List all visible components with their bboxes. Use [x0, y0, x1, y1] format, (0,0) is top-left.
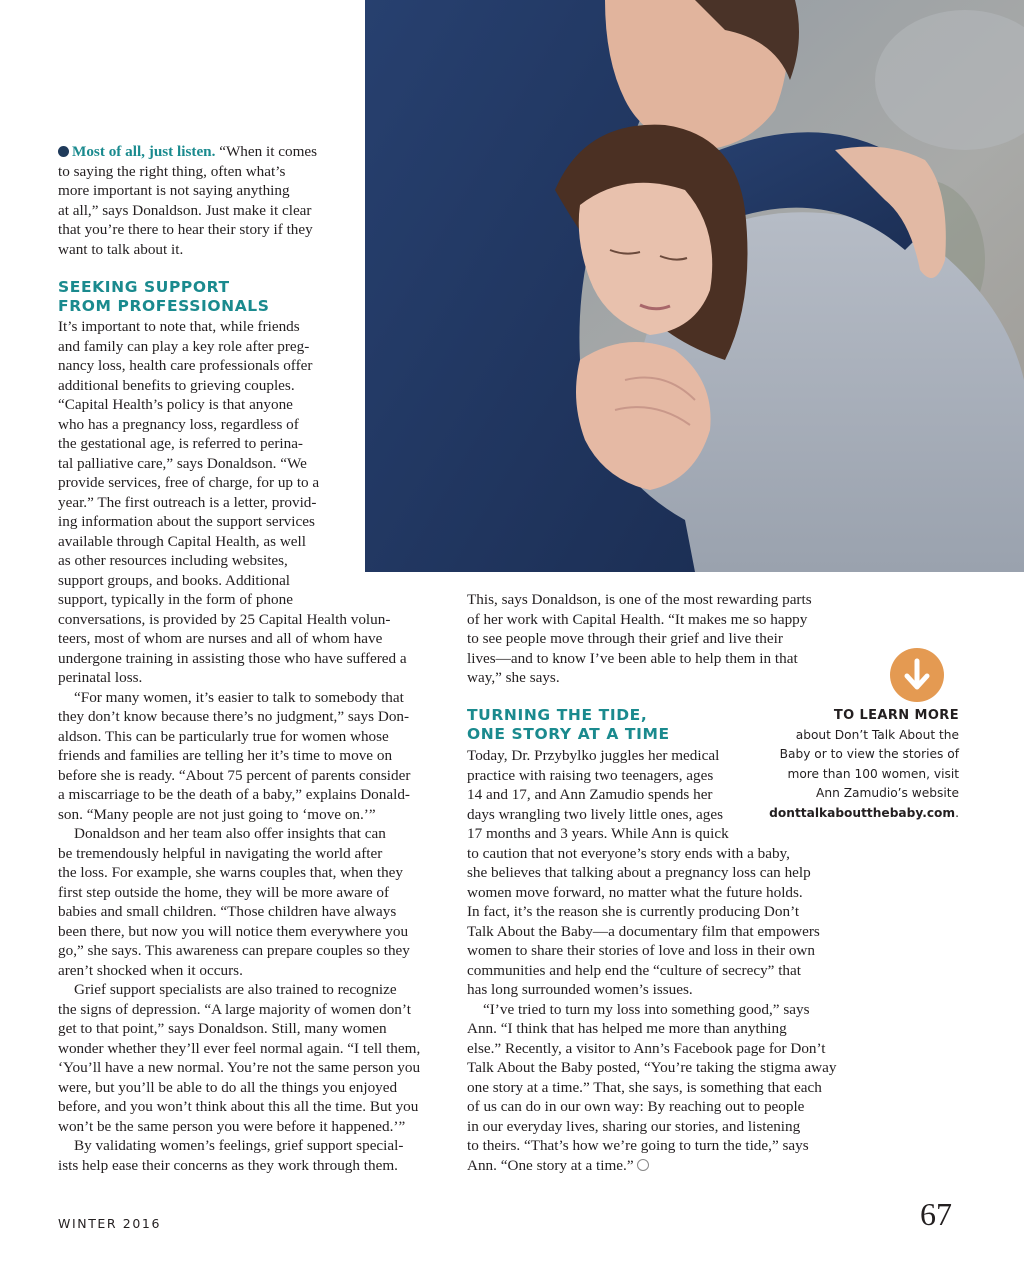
text-line: communities and help end the “culture of secrecy” that: [467, 961, 801, 979]
text-line: available through Capital Health, as well: [58, 532, 306, 550]
text-line: This, says Donaldson, is one of the most rewarding parts: [467, 591, 812, 608]
text-line: they don’t know because there’s no judgment,” says Don-: [58, 708, 410, 725]
text-line: lives—and to know I’ve been able to help them in that: [467, 649, 798, 667]
right-column-heading: [467, 706, 767, 744]
text-line: additional benefits to grieving couples.: [58, 376, 295, 394]
text-line: undergone training in assisting those who have suffered a: [58, 649, 407, 667]
text-line: want to talk about it.: [58, 240, 184, 258]
text-line: else.” Recently, a visitor to Ann’s Facebook page for Don’t: [467, 1039, 826, 1057]
text-line: women to share their stories of love and loss in their own: [467, 942, 815, 959]
text-line: one story at a time.” That, she says, is something that each: [467, 1078, 822, 1096]
text-line: were, but you’ll be able to do all the things you enjoyed: [58, 1078, 398, 1096]
text-line: that you’re there to hear their story if they: [58, 221, 313, 238]
text-line: of us can do in our own way: By reaching out to people: [467, 1098, 805, 1115]
text-line: has long surrounded women’s issues.: [467, 981, 693, 998]
text-line: year.” The first outreach is a letter, provid-: [58, 493, 317, 511]
couple-photo-art: [365, 0, 1024, 572]
support-paragraph: [58, 317, 453, 688]
section-heading-seeking-support: [58, 278, 358, 316]
listen-paragraph: [58, 142, 358, 259]
text-line: son. “Many people are not just going to ‘move on.’”: [58, 805, 376, 823]
website-link[interactable]: donttalkaboutthebaby.com: [769, 805, 956, 820]
text-line: as other resources including websites,: [58, 552, 288, 569]
learn-more-sidebar: [740, 706, 959, 823]
heading-line: SEEKING SUPPORT: [58, 278, 230, 296]
text-line: tal palliative care,” says Donaldson. “We: [58, 454, 307, 472]
right-column-top: [467, 590, 867, 688]
text-line: Talk About the Baby posted, “You’re taking the stigma away: [467, 1059, 837, 1076]
text-line: In fact, it’s the reason she is currently producing Don’t: [467, 903, 800, 920]
text-line: nancy loss, health care professionals offer: [58, 357, 313, 374]
text-line: and family can play a key role after preg-: [58, 337, 310, 355]
left-column-body: [58, 317, 453, 1175]
turn-loss-paragraph: [467, 1000, 867, 1176]
sidebar-line: more than 100 women, visit: [787, 766, 959, 781]
text-line: aren’t shocked when it occurs.: [58, 961, 243, 979]
text-line: the signs of depression. “A large majority of women don’t: [58, 1000, 411, 1018]
text-line: to see people move through their grief and live their: [467, 630, 783, 647]
text-line: Ann. “I think that has helped me more than anything: [467, 1020, 787, 1037]
text-line: way,” she says.: [467, 669, 560, 686]
text-line: It’s important to note that, while friends: [58, 318, 300, 335]
text-line: in our everyday lives, sharing our stories, and listening: [467, 1117, 801, 1135]
text-line: she believes that talking about a pregnancy loss can help: [467, 864, 811, 881]
text-line: to saying the right thing, often what’s: [58, 162, 286, 180]
text-line: friends and families are telling her it’s time to move on: [58, 747, 393, 764]
text-line: before she is ready. “About 75 percent of parents consider: [58, 766, 411, 784]
text-line: “Capital Health’s policy is that anyone: [58, 396, 293, 413]
section-heading-turning-the-tide: [467, 706, 767, 744]
text-line: be tremendously helpful in navigating the world after: [58, 844, 383, 862]
text-line: women move forward, no matter what the future holds.: [467, 883, 803, 901]
text-line: 14 and 17, and Ann Zamudio spends her: [467, 786, 713, 803]
text-line: a miscarriage to be the death of a baby,” explains Donald-: [58, 786, 410, 803]
text-line: Today, Dr. Przybylko juggles her medical: [467, 747, 720, 764]
judgment-paragraph: [58, 688, 453, 825]
text-line: first step outside the home, they will be more aware of: [58, 883, 390, 901]
sidebar-line: Ann Zamudio’s website: [816, 786, 959, 800]
text-line: ists help ease their concerns as they work through them.: [58, 1156, 398, 1174]
website-line: [740, 804, 959, 824]
text-line: support groups, and books. Additional: [58, 571, 291, 589]
rewarding-paragraph: [467, 590, 867, 688]
text-line: perinatal loss.: [58, 669, 143, 686]
text-line: the gestational age, is referred to perina-: [58, 435, 303, 452]
text-line: conversations, is provided by 25 Capital Health volun-: [58, 610, 391, 628]
text-line: get to that point,” says Donaldson. Still, many women: [58, 1020, 387, 1037]
text-line: to theirs. “That’s how we’re going to turn the tide,” says: [467, 1137, 809, 1154]
text-line: more important is not saying anything: [58, 182, 290, 199]
heading-line: ONE STORY AT A TIME: [467, 725, 670, 743]
text-line: ing information about the support services: [58, 513, 315, 530]
text-line: “When it comes: [215, 143, 318, 160]
text-line: babies and small children. “Those children have always: [58, 903, 397, 920]
text-line: Ann. “One story at a time.”: [467, 1156, 634, 1174]
website-suffix: .: [955, 805, 959, 820]
text-line: practice with raising two teenagers, ages: [467, 766, 714, 784]
text-line: support, typically in the form of phone: [58, 591, 293, 608]
text-line: Talk About the Baby—a documentary film that empowers: [467, 922, 820, 940]
page-number: 67: [920, 1196, 952, 1232]
text-line: at all,” says Donaldson. Just make it clear: [58, 201, 312, 219]
text-line: provide services, free of charge, for up to a: [58, 474, 320, 491]
text-line: ‘You’ll have a new normal. You’re not the same person you: [58, 1059, 421, 1076]
left-column-top: [58, 142, 358, 316]
text-line: who has a pregnancy loss, regardless of: [58, 415, 299, 433]
arrow-down-glyph: [890, 648, 944, 702]
sidebar-line: Baby or to view the stories of: [779, 747, 959, 761]
heading-line: TURNING THE TIDE,: [467, 706, 648, 724]
text-line: 17 months and 3 years. While Ann is quick: [467, 825, 729, 842]
text-line: aldson. This can be particularly true for women whose: [58, 727, 389, 745]
bullet-lead: Most of all, just listen.: [72, 143, 216, 160]
text-line: “For many women, it’s easier to talk to somebody that: [74, 688, 404, 706]
text-line: been there, but now you will notice them everywhere you: [58, 922, 409, 940]
depression-paragraph: [58, 980, 453, 1136]
text-line: By validating women’s feelings, grief support special-: [74, 1137, 404, 1154]
learn-more-heading: TO LEARN MORE: [833, 708, 959, 723]
text-line: go,” she says. This awareness can prepare couples so they: [58, 942, 410, 959]
text-line: teers, most of whom are nurses and all of whom have: [58, 630, 383, 647]
insights-paragraph: [58, 824, 453, 980]
heading-line: FROM PROFESSIONALS: [58, 297, 270, 315]
text-line: the loss. For example, she warns couples that, when they: [58, 864, 404, 881]
text-line: days wrangling two lively little ones, ages: [467, 805, 724, 823]
couple-photo: [365, 0, 1024, 572]
text-line: “I’ve tried to turn my loss into something good,” says: [483, 1000, 810, 1018]
text-line: to caution that not everyone’s story ends with a baby,: [467, 844, 790, 862]
text-line: Donaldson and her team also offer insights that can: [74, 825, 386, 842]
issue-label: WINTER 2016: [58, 1216, 162, 1231]
text-line: before, and you won’t think about this all the time. But you: [58, 1098, 419, 1115]
text-line: wonder whether they’ll ever feel normal again. “I tell them,: [58, 1039, 421, 1057]
bullet-icon: [58, 146, 69, 157]
validating-paragraph: [58, 1136, 453, 1175]
arrow-down-icon: [890, 648, 944, 702]
sidebar-line: about Don’t Talk About the: [795, 727, 959, 742]
text-line: of her work with Capital Health. “It makes me so happy: [467, 610, 808, 628]
text-line: Grief support specialists are also trained to recognize: [74, 981, 397, 998]
end-mark-icon: [637, 1159, 649, 1171]
text-line: won’t be the same person you were before it happened.’”: [58, 1117, 406, 1135]
